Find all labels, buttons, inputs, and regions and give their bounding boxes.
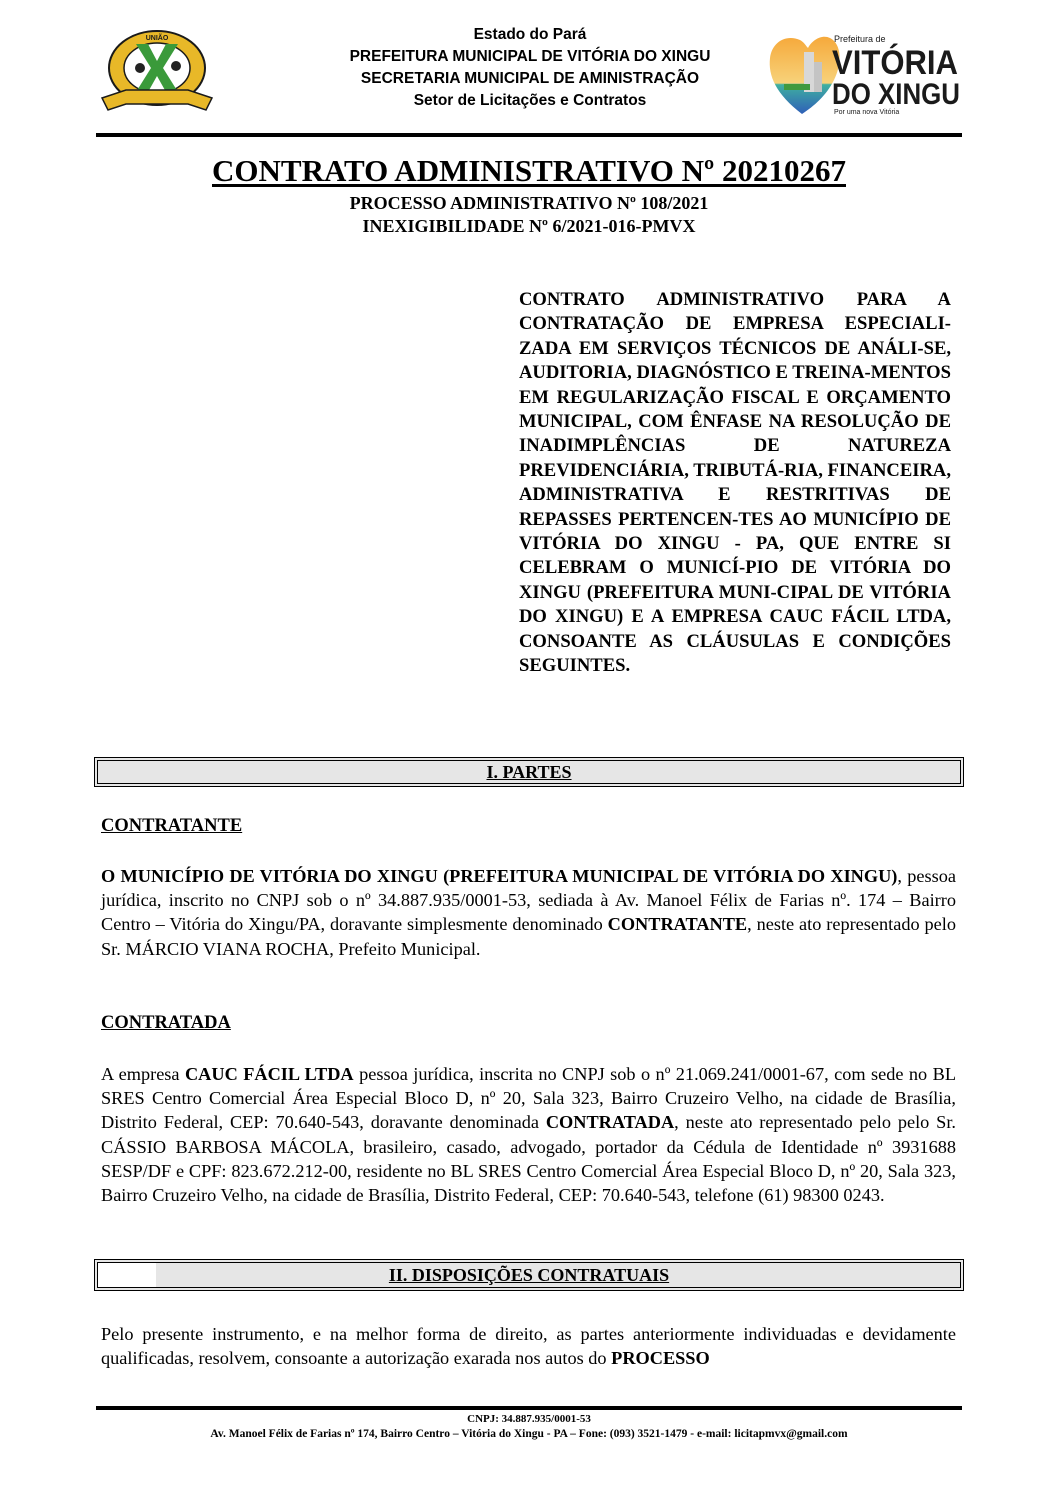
header-divider — [96, 133, 962, 137]
logo-tagline: Por uma nova Vitória — [834, 109, 900, 116]
contratada-label: CONTRATADA — [101, 1013, 231, 1033]
contratante-paragraph: O MUNICÍPIO DE VITÓRIA DO XINGU (PREFEITURA MUNICIPAL DE VITÓRIA DO XINGU), pessoa jurídica, inscrito no CNPJ sob o nº 34.887.935/0001-53, sediada à Av. Manoel Félix de Farias nº. 174 – Bairro Centro – Vitória do Xingu/PA, doravante simplesmente denominado CONTRATANTE, neste ato representado pelo Sr. MÁRCIO VIANA ROCHA, Prefeito Municipal. — [101, 866, 956, 959]
heading-white-block — [98, 1263, 156, 1287]
municipal-seal-logo — [96, 28, 218, 116]
footer-divider — [96, 1406, 962, 1410]
letterhead-state: Estado do Pará — [473, 26, 587, 43]
section-heading-disposicoes — [94, 1259, 964, 1291]
logo-prefix: Prefeitura de — [834, 34, 886, 44]
seal-top-text: UNIÃO — [145, 35, 169, 42]
contratada-paragraph: A empresa CAUC FÁCIL LTDA pessoa jurídica, inscrita no CNPJ sob o nº 21.069.241/0001-67, com sede no BL SRES Centro Comercial Área Especial Bloco D, nº 20, Sala 323, Bairro Cruzeiro Velho, na cidade de Brasília, Distrito Federal, CEP: 70.640-543, doravante denominada CONTRATADA, neste ato representado pelo pelo Sr. CÁSSIO BARBOSA MÁCOLA, brasileiro, casado, advogado, portador da Cédula de Identidade nº 3931688 SESP/DF e CPF: 823.672.212-00, residente no BL SRES Centro Comercial Área Especial Bloco D, nº 20, Sala 323, Bairro Cruzeiro Velho, na cidade de Brasília, Distrito Federal, CEP: 70.640-543, telefone (61) 98300 0243. — [101, 1064, 956, 1206]
disposicoes-paragraph: Pelo presente instrumento, e na melhor forma de direito, as partes anteriormente individuadas e devidamente qualificadas, resolvem, consoante a autorização exarada nos autos do PROCESSO — [101, 1324, 956, 1369]
letterhead-prefeitura: PREFEITURA MUNICIPAL DE VITÓRIA DO XINGU — [349, 48, 711, 65]
logo-name-line2: DO XINGU — [832, 78, 960, 111]
contract-title: CONTRATO ADMINISTRATIVO Nº 20210267 — [212, 153, 846, 188]
letterhead — [250, 24, 810, 112]
contratante-name: O MUNICÍPIO DE VITÓRIA DO XINGU (PREFEITURA MUNICIPAL DE VITÓRIA DO XINGU) — [101, 866, 898, 886]
inexigibilidade-number: INEXIGIBILIDADE Nº 6/2021-016-PMVX — [362, 216, 696, 236]
contratante-label: CONTRATANTE — [101, 816, 243, 836]
letterhead-secretaria: SECRETARIA MUNICIPAL DE AMINISTRAÇÃO — [360, 70, 700, 87]
logo-name-line1: VITÓRIA — [832, 44, 958, 82]
letterhead-setor: Setor de Licitações e Contratos — [413, 92, 647, 109]
vitoria-do-xingu-logo — [766, 30, 966, 116]
process-number: PROCESSO ADMINISTRATIVO Nº 108/2021 — [349, 193, 709, 213]
section-title: I. PARTES — [486, 761, 572, 782]
footer-address: Av. Manoel Félix de Farias nº 174, Bairro Centro – Vitória do Xingu - PA – Fone: (093) 3521-1479 - e-mail: licitapmvx@gmail.com — [210, 1428, 848, 1440]
contratante-role: CONTRATANTE — [607, 914, 748, 935]
contratada-name: CAUC FÁCIL LTDA — [184, 1064, 354, 1084]
footer-cnpj: CNPJ: 34.887.935/0001-53 — [467, 1413, 591, 1425]
contratada-role: CONTRATADA — [545, 1112, 675, 1133]
section-title: II. DISPOSIÇÕES CONTRATUAIS — [388, 1264, 670, 1285]
contract-ementa: CONTRATO ADMINISTRATIVO PARA A CONTRATAÇÃO DE EMPRESA ESPECIALI-ZADA EM SERVIÇOS TÉCNICOS DE ANÁLI-SE, AUDITORIA, DIAGNÓSTICO E TREINA-MENTOS EM REGULARIZAÇÃO FISCAL E ORÇAMENTO MUNICIPAL, COM ÊNFASE NA RESOLUÇÃO DE INADIMPLÊNCIAS DE NATUREZA PREVIDENCIÁRIA, TRIBUTÁ-RIA, FINANCEIRA, ADMINISTRATIVA E RESTRITIVAS DE REPASSES PERTENCEN-TES AO MUNICÍPIO DE VITÓRIA DO XINGU - PA, QUE ENTRE SI CELEBRAM O MUNICÍ-PIO DE VITÓRIA DO XINGU (PREFEITURA MUNI-CIPAL DE VITÓRIA DO XINGU) E A EMPRESA CAUC FÁCIL LTDA, CONSOANTE AS CLÁUSULAS E CONDIÇÕES SEGUINTES. — [519, 289, 952, 677]
section-heading-partes — [94, 757, 964, 787]
